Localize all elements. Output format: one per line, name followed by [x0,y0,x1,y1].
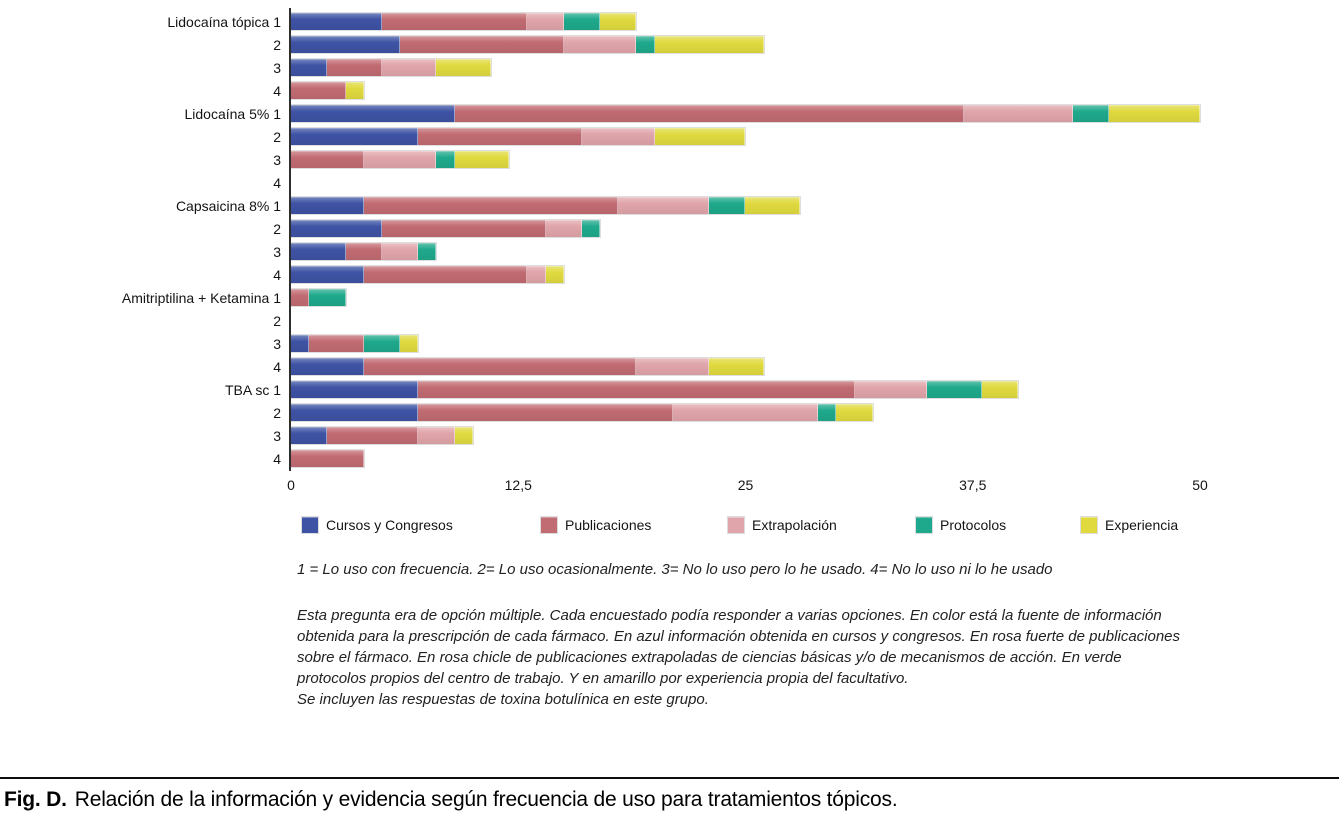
legend-item [302,517,453,533]
bar-stack [291,404,873,421]
bar-segment-extrapolaci-n [582,128,655,145]
bar-segment-protocolos [636,36,654,53]
legend-label: Protocolos [940,517,1007,533]
bar-segment-cursos-y-congresos [291,59,327,76]
bar-stack [291,128,745,145]
bar-segment-publicaciones [364,358,637,375]
bar-segment-publicaciones [418,381,854,398]
bar-segment-extrapolaci-n [546,220,582,237]
bar-segment-cursos-y-congresos [291,128,418,145]
bar-segment-publicaciones [400,36,564,53]
legend-item [728,517,837,533]
bar-segment-publicaciones [327,59,382,76]
x-tick: 50 [1192,477,1208,493]
bar-row [0,79,1200,102]
bar-row [0,102,1200,125]
bar-stack [291,450,364,467]
bar-segment-protocolos [364,335,400,352]
chart-rows [0,10,1200,470]
bar-segment-publicaciones [291,82,346,99]
bar-row [0,447,1200,470]
bar-stack [291,59,491,76]
bar-segment-experiencia [655,36,764,53]
bar-segment-cursos-y-congresos [291,13,382,30]
bar-row-label: 3 [273,243,281,260]
bar-row-label: 3 [273,335,281,352]
bar-stack [291,220,600,237]
bar-row [0,148,1200,171]
bar-segment-cursos-y-congresos [291,335,309,352]
x-tick: 0 [287,477,295,493]
bar-segment-protocolos [927,381,982,398]
bar-row [0,401,1200,424]
x-tick: 12,5 [504,477,532,493]
bar-segment-experiencia [655,128,746,145]
bar-segment-extrapolaci-n [673,404,818,421]
legend-item [1081,517,1178,533]
bar-stack [291,243,436,260]
bar-segment-protocolos [436,151,454,168]
x-tick: 25 [737,477,754,493]
bar-row [0,286,1200,309]
figure-caption [0,779,1339,812]
bar-segment-protocolos [582,220,600,237]
bar-segment-experiencia [836,404,872,421]
bar-stack [291,151,509,168]
bar-row-label: 2 [273,36,281,53]
bar-segment-extrapolaci-n [527,13,563,30]
bar-row-label: 2 [273,312,281,329]
legend-label: Publicaciones [565,517,652,533]
bar-row [0,355,1200,378]
bar-segment-protocolos [564,13,600,30]
bar-segment-publicaciones [455,105,964,122]
bar-stack [291,266,564,283]
bar-segment-publicaciones [418,404,673,421]
bar-segment-extrapolaci-n [618,197,709,214]
bar-segment-experiencia [455,151,510,168]
bar-segment-extrapolaci-n [364,151,437,168]
bar-segment-publicaciones [291,151,364,168]
bar-stack [291,82,364,99]
bar-segment-cursos-y-congresos [291,243,346,260]
bar-row [0,240,1200,263]
bar-stack [291,381,1018,398]
bar-row-label: 4 [273,174,281,191]
bar-stack [291,36,764,53]
bar-stack [291,335,418,352]
bar-segment-publicaciones [309,335,364,352]
bar-segment-protocolos [818,404,836,421]
bar-segment-extrapolaci-n [636,358,709,375]
bar-segment-publicaciones [291,450,364,467]
legend-label: Experiencia [1105,517,1179,533]
bar-row-label: 2 [273,128,281,145]
x-tick: 37,5 [959,477,987,493]
bar-segment-publicaciones [346,243,382,260]
bar-segment-extrapolaci-n [564,36,637,53]
bar-segment-experiencia [436,59,491,76]
figure-caption-label: Fig. D. [4,788,67,811]
bar-segment-cursos-y-congresos [291,358,364,375]
bar-segment-experiencia [400,335,418,352]
bar-row [0,217,1200,240]
legend-item [916,517,1006,533]
bar-segment-extrapolaci-n [527,266,545,283]
bar-row-label: 4 [273,82,281,99]
bar-row-label: 3 [273,427,281,444]
bar-stack [291,197,800,214]
bar-segment-publicaciones [382,13,527,30]
scale-note: 1 = Lo uso con frecuencia. 2= Lo uso ocasionalmente. 3= No lo uso pero lo he usado. 4= No lo uso ni lo he usado [297,561,1053,578]
bar-segment-experiencia [982,381,1018,398]
bar-row-label: Capsaicina 8% 1 [175,197,281,214]
bar-row [0,309,1200,332]
legend-item [541,517,651,533]
bar-segment-publicaciones [327,427,418,444]
bar-segment-cursos-y-congresos [291,427,327,444]
bar-segment-protocolos [418,243,436,260]
bar-stack [291,427,473,444]
legend-swatch-icon [916,517,932,533]
bar-stack [291,13,636,30]
bar-row [0,171,1200,194]
bar-row-label: 2 [273,404,281,421]
bar-segment-cursos-y-congresos [291,105,455,122]
bar-row [0,33,1200,56]
legend-label: Cursos y Congresos [326,517,453,533]
bar-row [0,56,1200,79]
bar-segment-extrapolaci-n [964,105,1073,122]
bar-segment-experiencia [346,82,364,99]
bar-row-label: Lidocaína 5% 1 [184,105,281,122]
bar-segment-experiencia [745,197,800,214]
bar-row [0,424,1200,447]
y-axis-line [289,8,291,471]
bar-segment-publicaciones [364,266,528,283]
bar-row-label: Amitriptilina + Ketamina 1 [121,289,281,306]
bar-segment-cursos-y-congresos [291,381,418,398]
method-note: Esta pregunta era de opción múltiple. Cada encuestado podía responder a varias opciones. En color está la fuente de información obtenida para la prescripción de cada fármaco. En azul información obtenida en cursos y congresos. En rosa fuerte de publicaciones sobre el fármaco. En rosa chicle de publicaciones extrapoladas de ciencias básicas y/o de mecanismos de acción. En verde protocolos propios del centro de trabajo. Y en amarillo por experiencia propia del facultativo. [297,607,1181,687]
bar-segment-protocolos [709,197,745,214]
bar-segment-experiencia [546,266,564,283]
bar-row-label: TBA sc 1 [224,381,281,398]
bar-stack [291,289,346,306]
bar-row [0,125,1200,148]
legend-swatch-icon [541,517,557,533]
bar-stack [291,105,1200,122]
bar-stack [291,358,764,375]
bar-row-label: 4 [273,450,281,467]
legend-swatch-icon [728,517,744,533]
bar-row [0,332,1200,355]
bar-segment-publicaciones [364,197,619,214]
bar-segment-cursos-y-congresos [291,36,400,53]
inclusion-note: Se incluyen las respuestas de toxina botulínica en este grupo. [297,691,709,708]
bar-segment-cursos-y-congresos [291,197,364,214]
bar-segment-publicaciones [418,128,582,145]
bar-row-label: 3 [273,151,281,168]
figure-footnotes [297,559,1189,710]
legend-label: Extrapolación [752,517,837,533]
bar-segment-cursos-y-congresos [291,220,382,237]
chart-legend [0,517,1339,541]
bar-segment-experiencia [600,13,636,30]
bar-row [0,263,1200,286]
figure-caption-bar [0,777,1339,812]
bar-row [0,378,1200,401]
legend-swatch-icon [1081,517,1097,533]
bar-row-label: 3 [273,59,281,76]
bar-row [0,194,1200,217]
bar-segment-extrapolaci-n [418,427,454,444]
bar-segment-extrapolaci-n [855,381,928,398]
bar-segment-experiencia [1109,105,1200,122]
bar-segment-publicaciones [382,220,546,237]
bar-row-label: Lidocaína tópica 1 [167,13,281,30]
bar-segment-protocolos [309,289,345,306]
bar-segment-extrapolaci-n [382,59,437,76]
bar-segment-experiencia [455,427,473,444]
bar-row-label: 4 [273,266,281,283]
bar-segment-extrapolaci-n [382,243,418,260]
legend-swatch-icon [302,517,318,533]
bar-row-label: 2 [273,220,281,237]
bar-segment-publicaciones [291,289,309,306]
bar-segment-experiencia [709,358,764,375]
bar-row-label: 4 [273,358,281,375]
bar-segment-cursos-y-congresos [291,404,418,421]
bar-segment-protocolos [1073,105,1109,122]
bar-segment-cursos-y-congresos [291,266,364,283]
bar-row [0,10,1200,33]
figure-caption-text: Relación de la información y evidencia según frecuencia de uso para tratamientos tópicos. [74,788,898,811]
